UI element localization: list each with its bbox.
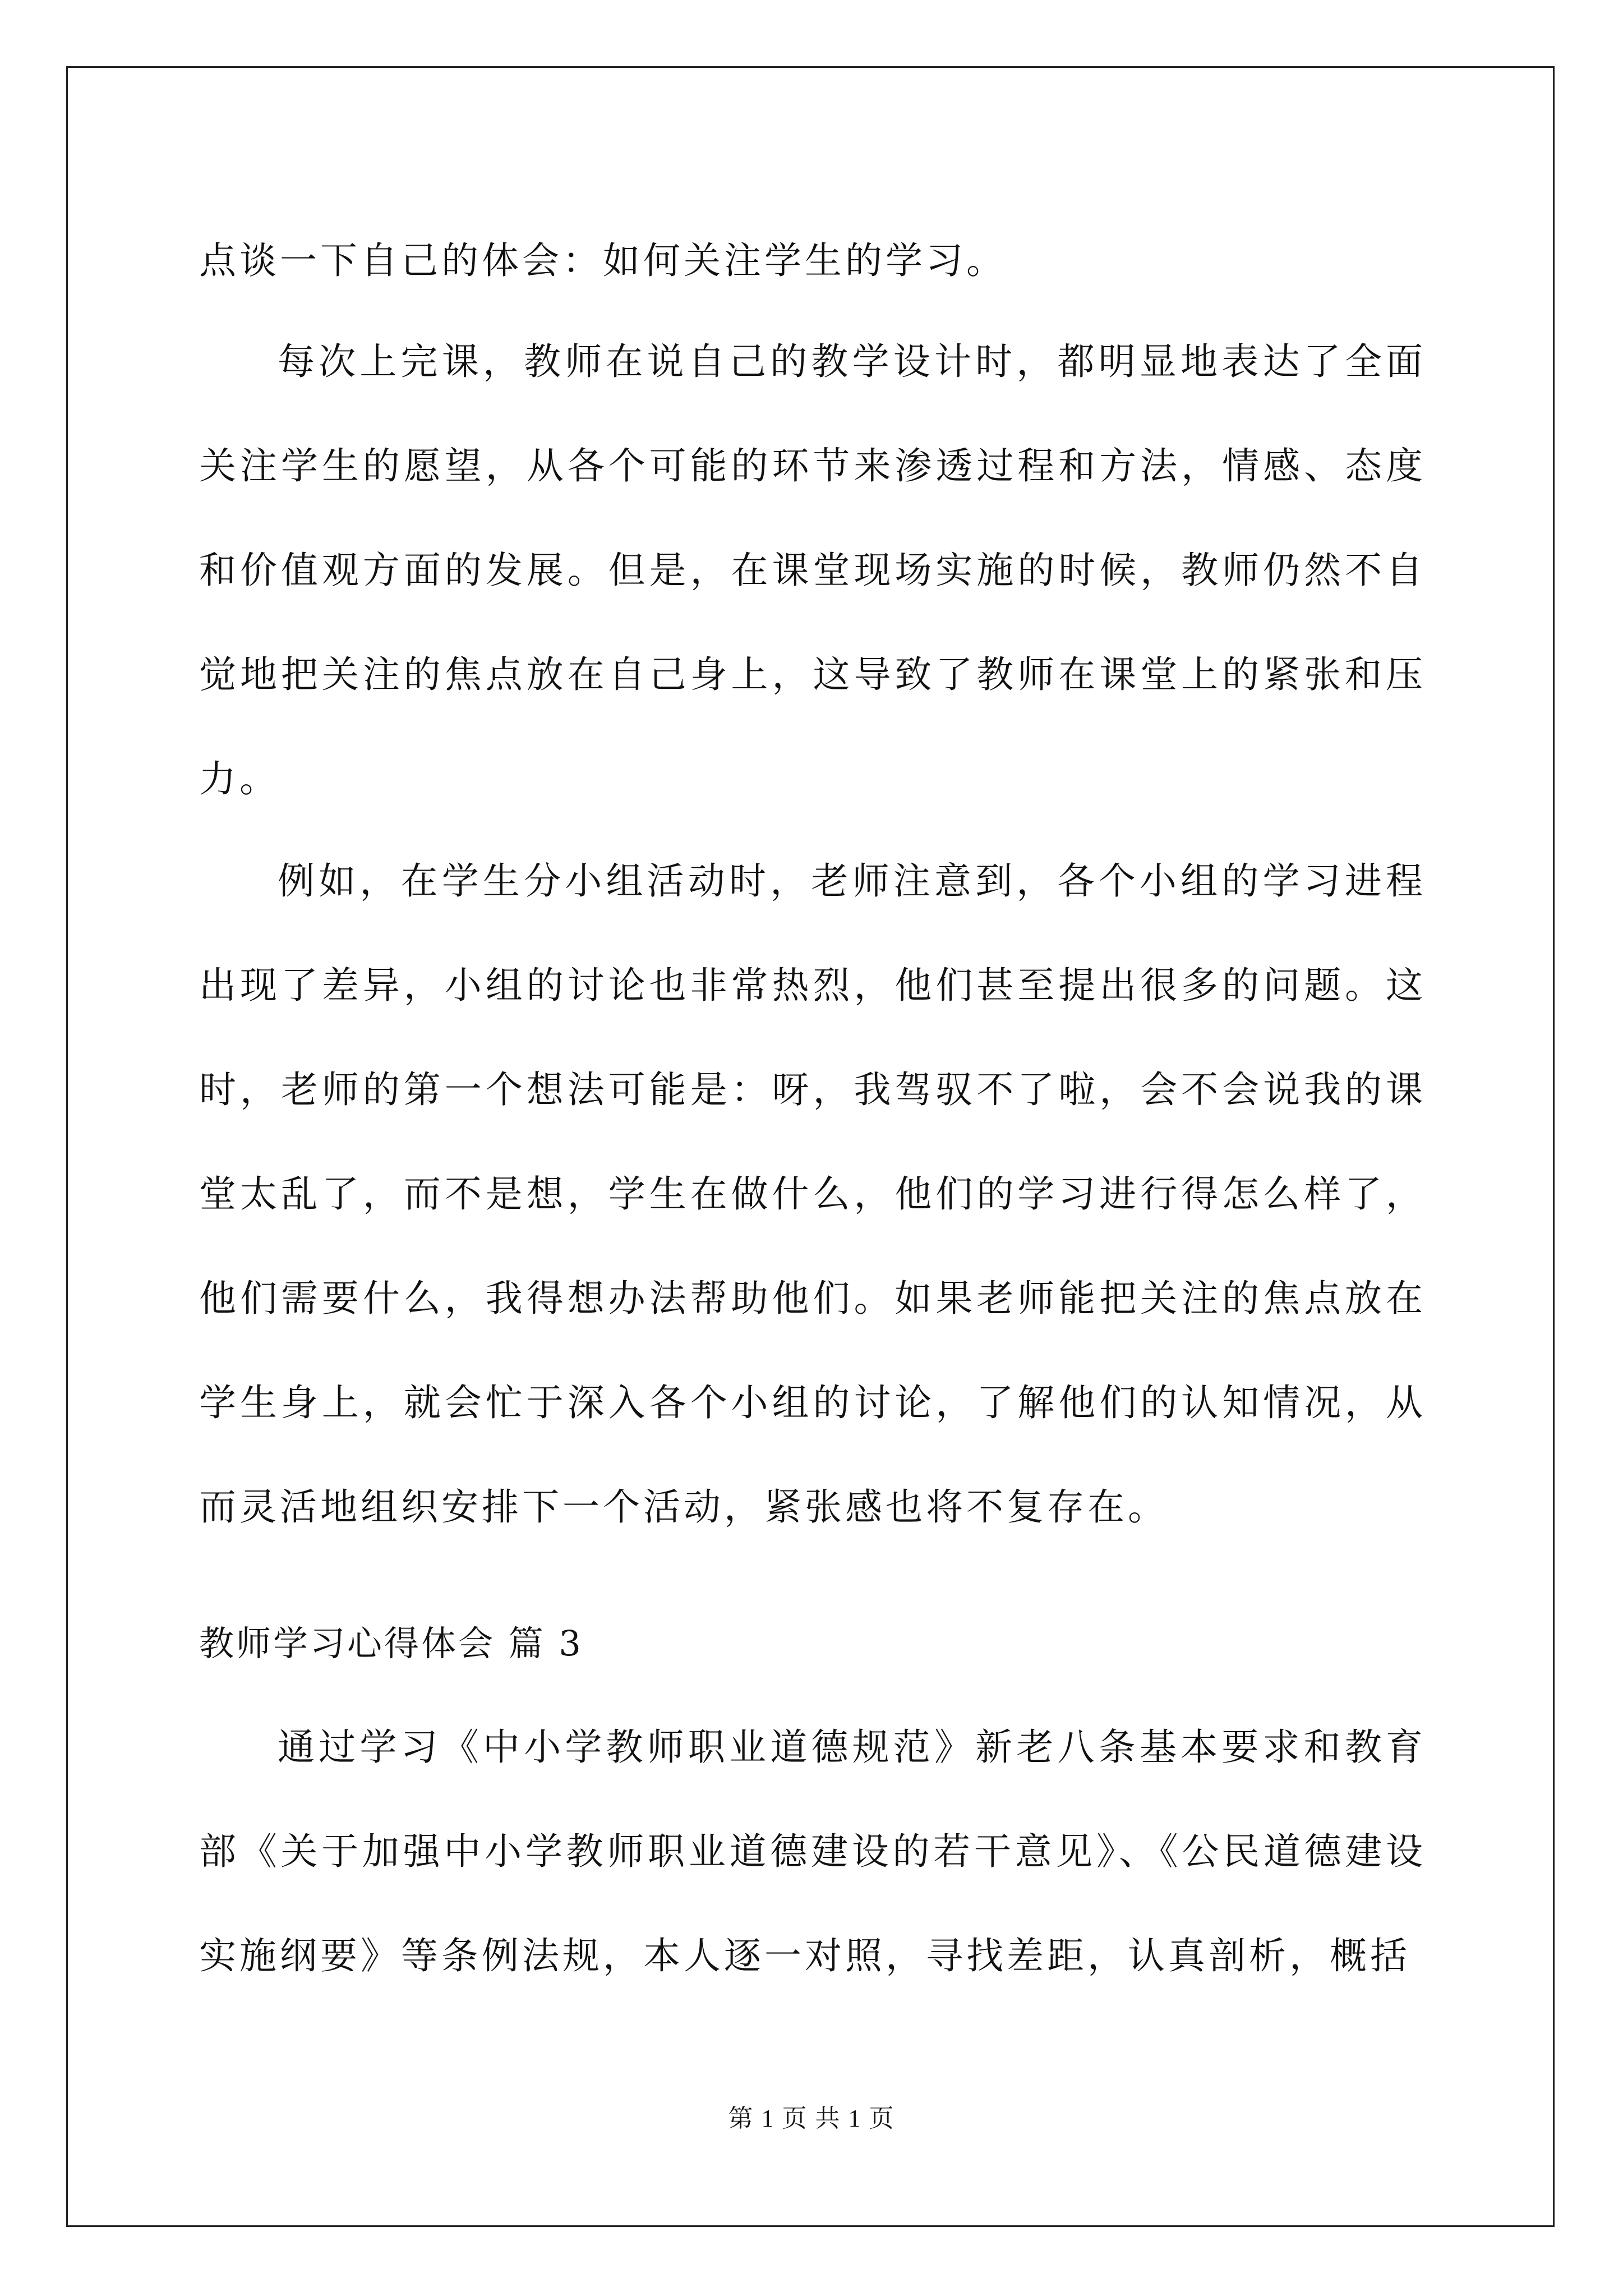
paragraph-ethics-study: 通过学习《中小学教师职业道德规范》新老八条基本要求和教育部《关于加强中小学教师职业道德建设的若干意见》、《公民道德建设实施纲要》等条例法规，本人逐一对照，寻找差距，认真剖析，概括 bbox=[199, 1726, 1426, 1977]
paragraph-group-activity: 例如，在学生分小组活动时，老师注意到，各个小组的学习进程出现了差异，小组的讨论也非常热烈，他们甚至提出很多的问题。这时，老师的第一个想法可能是：呀，我驾驭不了啦，会不会说我的课堂太乱了，而不是想，学生在做什么，他们的学习进行得怎么样了，他们需要什么，我得想办法帮助他们。如果老师能把关注的焦点放在学生身上，就会忙于深入各个小组的讨论，了解他们的认知情况，从而灵活地组织安排下一个活动，紧张感也将不复存在。 bbox=[199, 859, 1426, 1529]
paragraph-continuation: 点谈一下自己的体会：如何关注学生的学习。 bbox=[199, 239, 1007, 282]
section-heading: 教师学习心得体会 篇 3 bbox=[199, 1623, 583, 1664]
page-footer: 第 1 页 共 1 页 bbox=[728, 2105, 895, 2132]
paragraph-teaching-design: 每次上完课，教师在说自己的教学设计时，都明显地表达了全面关注学生的愿望，从各个可能的环节来渗透过程和方法，情感、态度和价值观方面的发展。但是，在课堂现场实施的时候，教师仍然不自觉地把关注的焦点放在自己身上，这导致了教师在课堂上的紧张和压力。 bbox=[199, 340, 1426, 800]
